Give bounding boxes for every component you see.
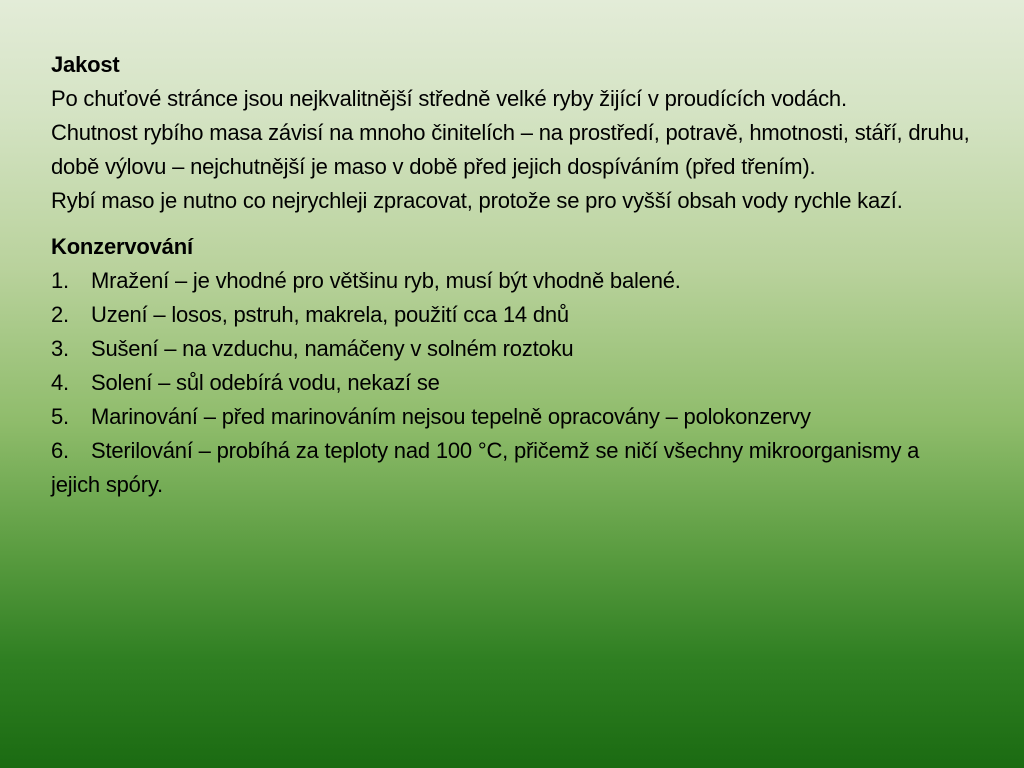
heading-jakost: Jakost [51, 52, 120, 77]
list-item [51, 264, 971, 298]
list-number: 5. [51, 404, 69, 429]
list-text: Uzení – losos, pstruh, makrela, použití cca 14 dnů [91, 302, 569, 327]
paragraph: Chutnost rybího masa závisí na mnoho činitelích – na prostředí, potravě, hmotnosti, stáří, druhu, době výlovu – nejchutnější je maso v době před jejich dospíváním (před třením). [51, 120, 970, 179]
list-item [51, 400, 971, 434]
list-number: 1. [51, 268, 69, 293]
list-text: Sterilování – probíhá za teploty nad 100 °C, přičemž se ničí všechny mikroorganismy a jejich spóry. [51, 438, 920, 497]
section-konzervovani [51, 230, 971, 502]
list-number: 3. [51, 336, 69, 361]
list-text: Solení – sůl odebírá vodu, nekazí se [91, 370, 440, 395]
numbered-list [51, 264, 971, 502]
list-text: Mražení – je vhodné pro většinu ryb, musí být vhodně balené. [91, 268, 681, 293]
list-number: 4. [51, 370, 69, 395]
list-number: 2. [51, 302, 69, 327]
slide-content [51, 48, 971, 502]
list-item [51, 332, 971, 366]
list-text: Sušení – na vzduchu, namáčeny v solném roztoku [91, 336, 574, 361]
list-text: Marinování – před marinováním nejsou tepelně opracovány – polokonzervy [91, 404, 811, 429]
list-number: 6. [51, 438, 69, 463]
list-item [51, 298, 971, 332]
list-item [51, 434, 971, 502]
list-item [51, 366, 971, 400]
section-gap [51, 218, 971, 230]
paragraph: Rybí maso je nutno co nejrychleji zpracovat, protože se pro vyšší obsah vody rychle kazí. [51, 188, 903, 213]
paragraph: Po chuťové stránce jsou nejkvalitnější středně velké ryby žijící v proudících vodách. [51, 86, 847, 111]
section-jakost [51, 48, 971, 218]
heading-konzervovani: Konzervování [51, 234, 193, 259]
